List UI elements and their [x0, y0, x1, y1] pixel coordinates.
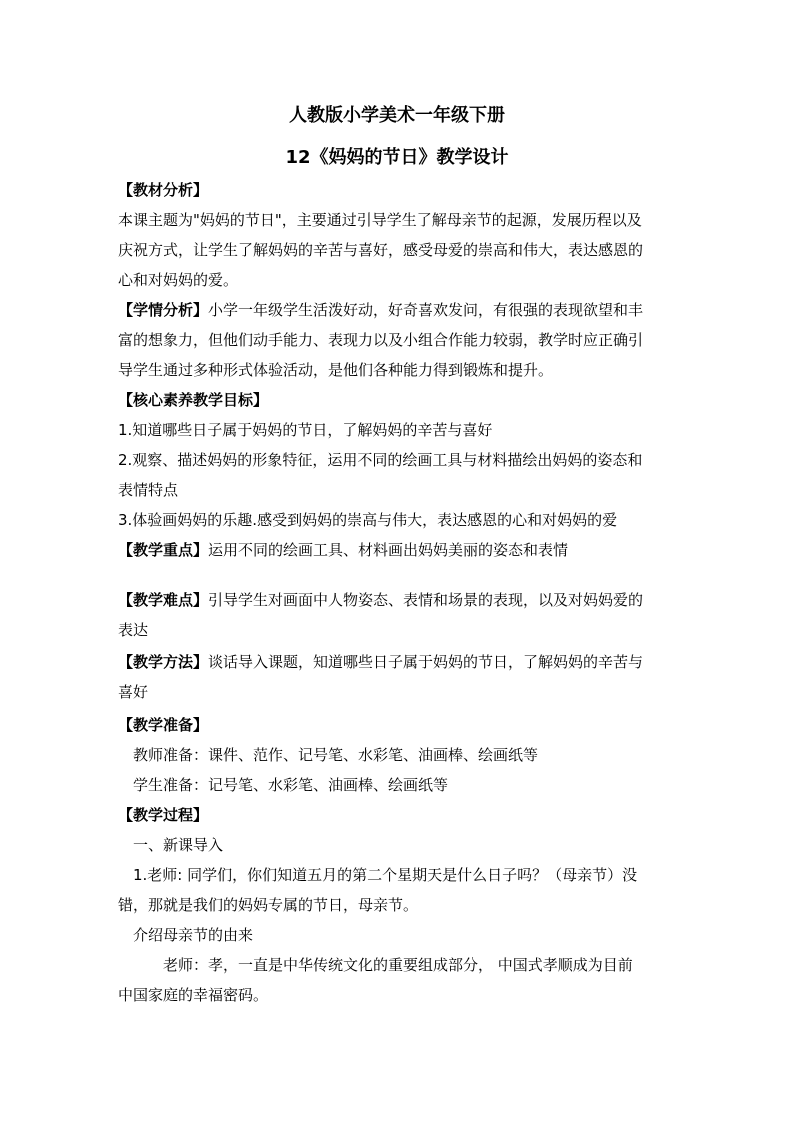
- process-item-1-line-1: 1.老师: 同学们，你们知道五月的第二个星期天是什么日子吗？（母亲节）没: [133, 866, 638, 884]
- difficulties-heading: 【教学难点】: [118, 591, 209, 609]
- key-points-heading: 【教学重点】: [118, 541, 209, 559]
- objectives-heading: 【核心素养教学目标】: [118, 391, 269, 409]
- document-body-3: [118, 647, 678, 707]
- objective-2-cont: 表情特点: [118, 481, 179, 499]
- process-intro: 介绍母亲节的由来: [133, 926, 254, 944]
- material-analysis-line-3: 心和对妈妈的爱。: [118, 271, 239, 289]
- material-analysis-heading: 【教材分析】: [118, 181, 209, 199]
- document-body: [118, 175, 678, 565]
- key-points: [118, 535, 678, 565]
- student-analysis-line-2: 富的想象力，但他们动手能力、表现力以及小组合作能力较弱，教学时应正确引: [118, 331, 644, 349]
- objective-1: 1.知道哪些日子属于妈妈的节日，了解妈妈的辛苦与喜好: [118, 421, 493, 439]
- methods-line-2: 喜好: [118, 683, 149, 701]
- preparation-heading: 【教学准备】: [118, 716, 209, 734]
- student-analysis-line-1: [118, 295, 678, 325]
- methods-heading: 【教学方法】: [118, 653, 209, 671]
- methods-text: 谈话导入课题，知道哪些日子属于妈妈的节日，了解妈妈的辛苦与: [208, 653, 644, 671]
- process-item-1-line-2: 错，那就是我们的妈妈专属的节日，母亲节。: [118, 896, 419, 914]
- process-teacher-line-1: 老师：孝，一直是中华传统文化的重要组成部分， 中国式孝顺成为目前: [163, 956, 633, 974]
- material-analysis-line-2: 庆祝方式，让学生了解妈妈的辛苦与喜好，感受母爱的崇高和伟大，表达感恩的: [118, 241, 644, 259]
- objective-3: 3.体验画妈妈的乐趣.感受到妈妈的崇高与伟大，表达感恩的心和对妈妈的爱: [118, 511, 618, 529]
- teacher-preparation: 教师准备：课件、范作、记号笔、水彩笔、油画棒、绘画纸等: [133, 746, 539, 764]
- document-body-2: [118, 585, 678, 645]
- difficulties-line-1: [118, 585, 678, 615]
- document-body-4: [118, 710, 678, 1010]
- process-step-1: 一、新课导入: [133, 836, 224, 854]
- student-analysis-text: 小学一年级学生活泼好动，好奇喜欢发问，有很强的表现欲望和丰: [208, 301, 644, 319]
- methods-line-1: [118, 647, 678, 677]
- material-analysis-line-1: 本课主题为"妈妈的节日"，主要通过引导学生了解母亲节的起源，发展历程以及: [118, 211, 642, 229]
- process-teacher-line-2: 中国家庭的幸福密码。: [118, 986, 269, 1004]
- key-points-text: 运用不同的绘画工具、材料画出妈妈美丽的姿态和表情: [208, 541, 569, 559]
- difficulties-line-2: 表达: [118, 621, 149, 639]
- document-subtitle: 12《妈妈的节日》教学设计: [285, 147, 509, 168]
- process-heading: 【教学过程】: [118, 806, 209, 824]
- difficulties-text: 引导学生对画面中人物姿态、表情和场景的表现，以及对妈妈爱的: [208, 591, 644, 609]
- student-preparation: 学生准备：记号笔、水彩笔、油画棒、绘画纸等: [133, 776, 449, 794]
- student-analysis-line-3: 导学生通过多种形式体验活动，是他们各种能力得到锻炼和提升。: [118, 361, 554, 379]
- objective-2: 2.观察、描述妈妈的形象特征，运用不同的绘画工具与材料描绘出妈妈的姿态和: [118, 451, 643, 469]
- student-analysis-heading: 【学情分析】: [118, 301, 209, 319]
- document-title: 人教版小学美术一年级下册: [289, 105, 505, 126]
